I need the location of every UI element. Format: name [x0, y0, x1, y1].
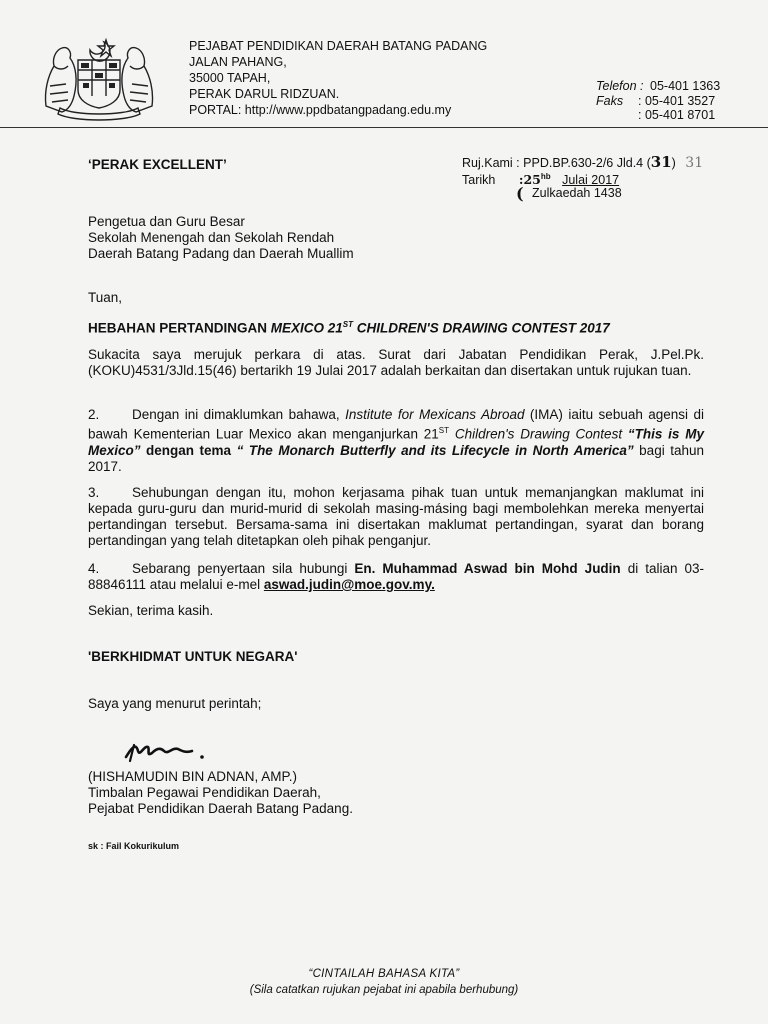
para2-ima: Institute for Mexicans Abroad [345, 407, 525, 422]
tarikh-hand-day: :25 [518, 172, 541, 188]
para2-number: 2. [88, 407, 100, 422]
para2-a: Dengan ini dimaklumkan bahawa, [132, 407, 346, 422]
para2-year: bagi tahun 2017. [88, 442, 704, 474]
sk-file: sk : Fail Kokurikulum [88, 841, 180, 851]
subject-sup: ST [342, 320, 354, 329]
slogan-perak-excellent: ‘PERAK EXCELLENT’ [88, 157, 227, 172]
para3-text: Sehubungan dengan itu, mohon kerjasama pihak tuan untuk memanjangkan maklumat ini kepada guru-guru dan murid-murid di sekolah masing-másing bagi membolehkan mereka menyertai pertandingan tersebut. Bersama-sama ini disertakan maklumat pertandingan, syarat dan borang pertandingan yang telah ditetapkan oleh pihak penganjur. [88, 485, 704, 548]
para2-contest: Children's Drawing Contest [449, 426, 628, 442]
slogan-berkhidmat: 'BERKHIDMAT UNTUK NEGARA' [88, 649, 298, 664]
telefon-label: Telefon : [596, 79, 644, 93]
signatory-name: (HISHAMUDIN BIN ADNAN, AMP.) [88, 769, 298, 784]
paragraph-2 [88, 407, 704, 475]
saya-yang-menurut: Saya yang menurut perintah; [88, 696, 262, 711]
tarikh-month-year: Julai 2017 [562, 173, 620, 188]
para4-c: di talian 03-88846111 atau melalui e-mel [88, 561, 704, 592]
para2-theme: “ The Monarch Butterfly and its Lifecycle in North America” [236, 442, 634, 458]
para3-number: 3. [88, 485, 100, 500]
para4-a: Sebarang penyertaan sila hubungi [132, 561, 355, 576]
faks-number-2: : 05-401 8701 [638, 108, 716, 122]
ruj-value: PPD.BP.630-2/6 Jld.4 ( [523, 156, 651, 170]
ruj-label: Ruj.Kami : [462, 156, 520, 170]
address-street: JALAN PAHANG, [189, 55, 287, 69]
subject-part-3: CHILDREN'S DRAWING CONTEST 2017 [353, 320, 610, 336]
footer-note: (Sila catatkan rujukan pejabat ini apabila berhubung) [249, 984, 519, 996]
footer-slogan: “CINTAILAH BAHASA KITA” [308, 968, 460, 980]
header-divider [0, 127, 768, 128]
paragraph-3 [88, 485, 704, 549]
paragraph-4 [88, 561, 704, 593]
signature-icon [120, 735, 210, 765]
ruj-hand-extra: 31 [685, 155, 704, 171]
para4-contact-name: En. Muhammad Aswad bin Mohd Judin [354, 561, 621, 576]
address-postcode: 35000 TAPAH, [189, 71, 271, 85]
recipient-line-1: Pengetua dan Guru Besar [88, 214, 245, 229]
para4-email: aswad.judin@moe.gov.my. [263, 577, 435, 592]
signatory-title: Timbalan Pegawai Pendidikan Daerah, [88, 785, 321, 800]
paragraph-1: Sukacita saya merujuk perkara di atas. Surat dari Jabatan Pendidikan Perak, J.Pel.Pk.(KOKU)4531/3Jld.15(46) bertarikh 19 Julai 2017 adalah berkaitan dan disertakan untuk rujukan tuan. [88, 347, 704, 378]
salutation: Tuan, [88, 290, 123, 305]
faks-label: Faks [596, 94, 624, 108]
subject-part-1: HEBAHAN PERTANDINGAN [88, 320, 271, 336]
para2-mexico-title: “This is My Mexico” [88, 426, 704, 458]
coat-of-arms-icon [40, 36, 158, 122]
telefon-number: 05-401 1363 [650, 79, 721, 93]
tarikh-label: Tarikh [462, 173, 496, 188]
recipient-line-2: Sekolah Menengah dan Sekolah Rendah [88, 230, 335, 245]
office-name: PEJABAT PENDIDIKAN DAERAH BATANG PADANG [189, 39, 488, 53]
subject-heading [88, 317, 610, 337]
para2-sup: ST [438, 426, 450, 435]
faks-number-1: : 05-401 3527 [638, 94, 716, 108]
ruj-close: ) [671, 156, 676, 170]
subject-part-2: MEXICO 21 [270, 320, 343, 336]
para2-c: (IMA) iaitu sebuah agensi di bawah Kementerian Luar Mexico akan menganjurkan 21 [88, 407, 705, 442]
hijri-mark: ( [516, 184, 524, 203]
hijri-date: Zulkaedah 1438 [532, 186, 622, 200]
portal-url: PORTAL: http://www.ppdbatangpadang.edu.my [189, 103, 452, 117]
para4-number: 4. [88, 561, 100, 576]
recipient-line-3: Daerah Batang Padang dan Daerah Muallim [88, 246, 354, 261]
ruj-hand-number: 31 [650, 153, 672, 171]
address-state: PERAK DARUL RIDZUAN. [189, 87, 340, 101]
signatory-office: Pejabat Pendidikan Daerah Batang Padang. [88, 801, 353, 816]
para2-tema: dengan tema [140, 442, 237, 458]
closing: Sekian, terima kasih. [88, 603, 214, 618]
tarikh-hand-sup: hb [540, 172, 551, 181]
